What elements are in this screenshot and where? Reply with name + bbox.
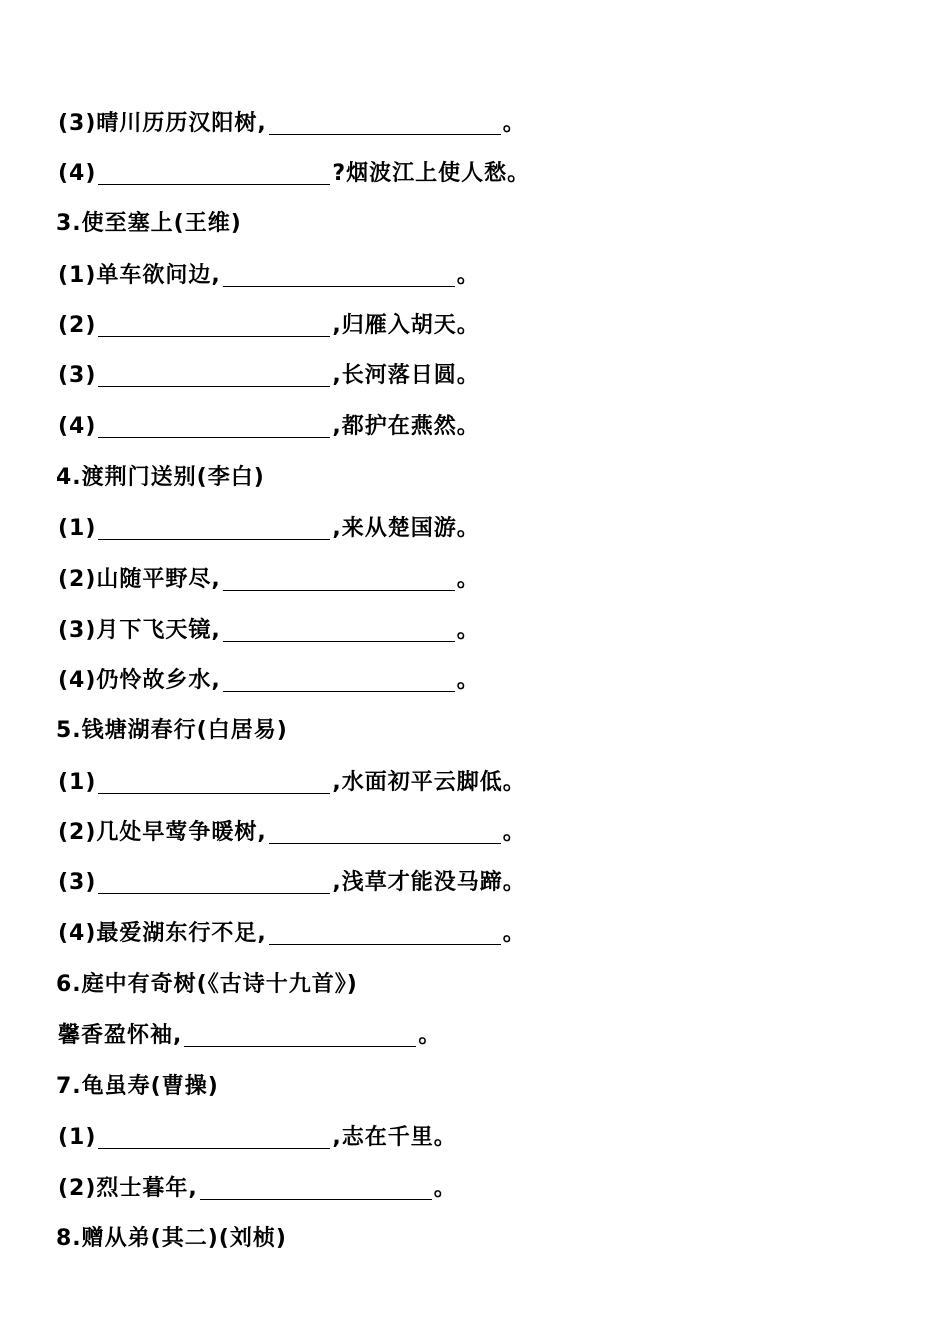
prompt-text: ,都护在燕然。 [332,414,480,439]
prompt-text: (2) [58,313,97,338]
answer-blank[interactable] [98,513,330,540]
prompt-text: (1) [58,770,97,795]
prompt-text: ,来从楚国游。 [332,516,480,541]
poem-heading [56,449,265,489]
prompt-text: (3) [58,870,97,895]
fill-blank-line [58,398,480,438]
fill-blank-line [58,1160,457,1200]
fill-blank-line [58,95,526,135]
poem-title: 6.庭中有奇树(《古诗十九首》) [56,972,358,997]
prompt-text: (4)最爱湖东行不足, [58,921,267,946]
prompt-text: ,志在千里。 [332,1125,457,1150]
fill-blank-line [58,247,480,287]
prompt-text: 馨香盈怀袖, [58,1023,183,1048]
fill-blank-line [58,754,526,794]
prompt-text: 。 [456,668,480,693]
answer-blank[interactable] [200,1173,432,1200]
answer-blank[interactable] [98,310,330,337]
prompt-text: 。 [502,820,526,845]
prompt-text: ,长河落日圆。 [332,363,480,388]
prompt-text: 。 [418,1023,442,1048]
answer-blank[interactable] [98,767,330,794]
fill-blank-line [58,854,526,894]
answer-blank[interactable] [269,108,501,135]
fill-blank-line [58,1109,457,1149]
prompt-text: (1) [58,1125,97,1150]
prompt-text: (1)单车欲问边, [58,263,221,288]
fill-blank-line [58,551,480,591]
fill-blank-line [58,905,526,945]
prompt-text: (3) [58,363,97,388]
prompt-text: (2)山随平野尽, [58,567,221,592]
answer-blank[interactable] [98,360,330,387]
answer-blank[interactable] [98,411,330,438]
poem-title: 4.渡荆门送别(李白) [56,465,265,490]
poem-title: 5.钱塘湖春行(白居易) [56,718,288,743]
fill-blank-line [58,500,480,540]
answer-blank[interactable] [223,665,455,692]
prompt-text: 。 [502,111,526,136]
fill-blank-line [58,804,526,844]
answer-blank[interactable] [269,918,501,945]
prompt-text: 。 [502,921,526,946]
prompt-text: ?烟波江上使人愁。 [332,161,531,186]
answer-blank[interactable] [98,1122,330,1149]
fill-blank-line [58,347,480,387]
poem-title: 8.赠从弟(其二)(刘桢) [56,1226,287,1251]
prompt-text: 。 [456,263,480,288]
prompt-text: (4) [58,161,97,186]
poem-title: 7.龟虽寿(曹操) [56,1074,219,1099]
answer-blank[interactable] [223,564,455,591]
poem-heading [56,1210,287,1250]
prompt-text: 。 [456,618,480,643]
prompt-text: (3)晴川历历汉阳树, [58,111,267,136]
prompt-text: (2)烈士暮年, [58,1176,198,1201]
poem-heading [56,956,358,996]
fill-blank-line [58,1007,441,1047]
fill-blank-line [58,297,480,337]
answer-blank[interactable] [98,867,330,894]
prompt-text: (3)月下飞天镜, [58,618,221,643]
fill-blank-line [58,145,530,185]
poem-heading [56,702,288,742]
prompt-text: ,归雁入胡天。 [332,313,480,338]
prompt-text: (4) [58,414,97,439]
poem-heading [56,1058,219,1098]
poem-heading [56,195,242,235]
prompt-text: ,水面初平云脚低。 [332,770,526,795]
fill-blank-line [58,652,480,692]
fill-blank-line [58,602,480,642]
answer-blank[interactable] [98,158,330,185]
prompt-text: 。 [433,1176,457,1201]
answer-blank[interactable] [269,817,501,844]
prompt-text: (1) [58,516,97,541]
prompt-text: 。 [456,567,480,592]
prompt-text: (4)仍怜故乡水, [58,668,221,693]
answer-blank[interactable] [223,615,455,642]
answer-blank[interactable] [223,260,455,287]
answer-blank[interactable] [184,1020,416,1047]
prompt-text: ,浅草才能没马蹄。 [332,870,526,895]
poem-title: 3.使至塞上(王维) [56,211,242,236]
prompt-text: (2)几处早莺争暖树, [58,820,267,845]
